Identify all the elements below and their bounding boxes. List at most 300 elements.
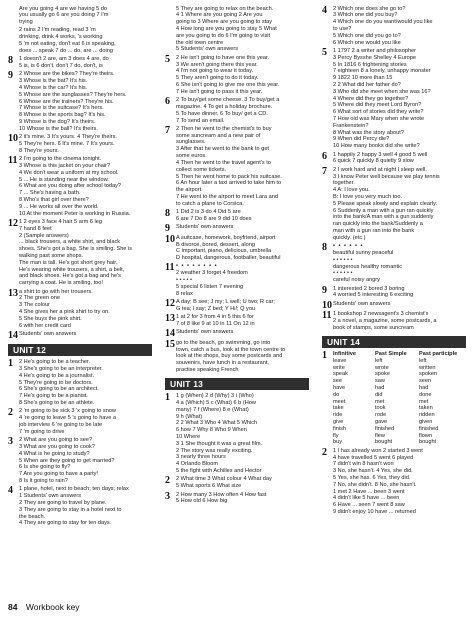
answer-lines xyxy=(176,235,309,262)
table-header-cell: Past Simple xyxy=(375,350,407,357)
answer-line: 5 They are going to relax on the beach. xyxy=(176,5,274,12)
answer-line: 5 When are they going to get married? xyxy=(19,457,115,464)
stress-marks: • • • • • • • • xyxy=(176,263,218,270)
table-cell: leave xyxy=(333,357,347,364)
answer-lines xyxy=(176,97,309,124)
answer-line: 5 They aren't going to do it today. xyxy=(176,75,259,82)
answer-line: 2 2 What 3 Who 4 What 5 Which xyxy=(176,420,258,427)
answer-line: Students' own answers xyxy=(176,224,234,231)
answer-line: 5 Please speak slowly and explain clearly. xyxy=(333,200,438,207)
exercise-block xyxy=(165,492,309,506)
answer-lines xyxy=(176,126,309,208)
answer-line: into the bank/A man with a gun suddenly xyxy=(333,214,434,221)
exercise-number: 2 xyxy=(8,407,13,419)
answer-line: shoes. She's got a bag. She is smiling. She is xyxy=(19,246,133,253)
table-cell: flown xyxy=(419,432,433,439)
answer-line: sunglasses. xyxy=(176,139,206,146)
answer-line: 2 How many 3 How often 4 How fast xyxy=(176,491,267,498)
answer-line: The man is tall. He's got short grey hair. xyxy=(19,259,118,266)
answer-line: 3 I know Peter well because we play tennis xyxy=(333,173,440,180)
answer-line: ... black trousers, a white shirt, and black xyxy=(19,239,121,246)
answer-lines xyxy=(19,486,152,527)
answer-line: 2 I'm going to the cinema tonight. xyxy=(19,156,102,163)
exercise-block xyxy=(322,167,466,242)
table-cell: meet xyxy=(333,398,346,405)
unit-header: UNIT 14 xyxy=(322,336,466,348)
answer-line: 7 ... She's having a bath. xyxy=(19,190,81,197)
answer-line: together. xyxy=(333,180,355,187)
answer-line: 10 At the moment Peter is working in Russia. xyxy=(19,210,131,217)
exercise-number: 2 xyxy=(322,446,327,458)
answer-line: 4 have travelled 5 went 6 played xyxy=(333,454,414,461)
answer-line: 1 plane, hotel, next to beach; ten days; relax xyxy=(19,486,129,493)
table-header-cell: Past participle xyxy=(419,350,458,357)
answer-line: dangerous healthy romantic xyxy=(333,263,403,270)
exercise-number: 13 xyxy=(8,287,18,299)
answer-line: 2 it's mine. 3 It's yours. 4 They're theirs. xyxy=(19,134,117,141)
exercise-block xyxy=(165,393,309,475)
exercise-block xyxy=(165,224,309,233)
table-cell: rode xyxy=(375,412,387,419)
table-cell: bought xyxy=(419,439,437,446)
exercise-number: 7 xyxy=(165,124,170,136)
answer-line: 1 2 eyes 3 face 4 hair 5 arm 6 leg xyxy=(19,218,103,225)
answer-line: 5 Where did they meet Lord Byron? xyxy=(333,102,422,109)
answer-line: 4 They are going to stay for ten days. xyxy=(19,520,112,527)
answer-line: you usually go 6 are you doing 7 I'm xyxy=(19,12,109,19)
answer-line: 2 What time 3 What colour 4 What day xyxy=(176,476,272,483)
answer-line: 8 Who's that girl over there? xyxy=(19,196,89,203)
answer-line: 4 1 Where are you going 2 Are you xyxy=(176,12,263,19)
exercise-block xyxy=(322,286,466,300)
answer-line: are you going to do 6 I'm going to visit xyxy=(176,32,271,39)
exercise-block xyxy=(165,314,309,328)
table-cell: buy xyxy=(333,439,343,446)
table-cell: do xyxy=(333,391,340,398)
answer-line: 3 She's going to be an interpreter. xyxy=(19,366,103,373)
answer-line: 5 They're hers. 6 It's mine. 7 It's yours. xyxy=(19,140,115,147)
answer-line: practise speaking French xyxy=(176,367,239,373)
answer-line: 6 What are you doing after school today? xyxy=(19,183,121,190)
answer-line: 2 He's going to be a teacher. xyxy=(19,359,91,366)
answer-lines xyxy=(19,56,152,70)
exercise-number: 15 xyxy=(165,338,175,350)
exercise-number: 5 xyxy=(165,53,170,65)
page-footer xyxy=(8,602,80,612)
answer-line: go to the beach, go swimming, go into xyxy=(176,339,271,346)
answer-line: 6 What sort of stories did they write? xyxy=(333,109,424,116)
exercise-number: 3 xyxy=(8,436,13,448)
answer-line: 1 Students' own answers xyxy=(19,493,82,500)
answer-line: 4 Where did they go together? xyxy=(333,95,409,102)
answer-line: 1 Did 2 is 3 do 4 Did 5 are xyxy=(176,209,241,216)
answer-line: 3 Who did she meet when she was 16? xyxy=(333,88,431,95)
answer-lines xyxy=(333,286,466,300)
answer-lines xyxy=(19,6,152,26)
answer-lines xyxy=(333,311,466,331)
answer-line: 2 Which one does she go to? xyxy=(333,5,406,12)
answer-line: 2 The green one xyxy=(19,295,60,302)
answer-line: going to 3 Where are you going to stay xyxy=(176,19,273,26)
answer-line: walking past some shops. xyxy=(19,252,84,259)
answer-lines xyxy=(19,71,152,132)
answer-line: 6 Suddenly a man with a gun ran quickly xyxy=(333,207,434,214)
answer-line: collect some tickets. xyxy=(176,166,227,173)
exercise-block xyxy=(322,351,466,446)
answer-line: Students' own answers xyxy=(176,329,234,336)
answer-line: 5 Whose are the sunglasses? They're hers. xyxy=(19,91,127,98)
answer-line: 7 Are you going to have a party! xyxy=(19,471,98,478)
answer-lines xyxy=(176,340,309,374)
exercise-number: 11 xyxy=(165,262,175,274)
answer-line: 7 didn't win 8 hasn't won xyxy=(333,461,394,468)
answer-line: G tea; I say; Z bed; Y Hi!; Q you xyxy=(176,305,256,312)
answer-line: 3 Percy Bysshe Shelley 4 Europe xyxy=(333,54,417,61)
answer-lines xyxy=(333,152,466,166)
answer-line: drinking, drink 4 works, 's working xyxy=(19,34,103,41)
answer-line: 5 special 6 listen 7 evening xyxy=(176,283,244,290)
exercise-number: 11 xyxy=(8,155,18,167)
table-cell: written xyxy=(419,364,436,371)
answer-line: 1 g (When) 2 d (Why) 3 i (Who) xyxy=(176,393,254,400)
answer-line: beautiful sunny peaceful xyxy=(333,249,394,256)
answer-line: 1 I has already won 2 started 3 went xyxy=(333,447,423,454)
answer-line: 10 How many books did she write? xyxy=(333,143,420,150)
table-cell: done xyxy=(419,391,432,398)
answer-line: 3 Whose is this jacket on your chair? xyxy=(19,162,111,169)
answer-line: 4 Which one do you want/would you like xyxy=(333,19,433,26)
answer-line: the beach. xyxy=(19,513,46,520)
answer-line: some euros. xyxy=(176,153,207,160)
answer-line: He's wearing white trousers, a shirt, a belt, xyxy=(19,266,125,273)
answer-line: 8 Is it going to rain? xyxy=(19,478,68,485)
answer-line: 1 1797 2 a writer and philosopher xyxy=(333,47,417,54)
answer-line: • • • • • • xyxy=(333,270,353,277)
answer-line: 1 bookshop 2 newsagent's 3 chemist's xyxy=(333,311,429,318)
answer-line: 3 They are going to stay in a hotel next to xyxy=(19,506,122,513)
answer-line: • • • • • • xyxy=(333,256,353,263)
answer-line: 3 The colour xyxy=(19,302,50,309)
answer-line: 3 nearly three hours xyxy=(176,454,226,461)
exercise-number: 3 xyxy=(165,490,170,502)
exercise-number xyxy=(8,27,19,54)
answer-line: 8 What was the story about? xyxy=(333,129,404,136)
unit-header: UNIT 12 xyxy=(8,344,152,356)
table-cell: seen xyxy=(419,378,432,385)
answer-line: and black shoes. He's got a bag and he's xyxy=(19,273,121,280)
exercise-block xyxy=(322,6,466,47)
exercise-block xyxy=(165,329,309,338)
exercise-block xyxy=(8,437,152,485)
answer-line: book of stamps, some suncream xyxy=(333,324,414,331)
exercise-number xyxy=(165,6,176,54)
answer-line: 7 To send an email. xyxy=(176,117,225,124)
answer-line: 5 In 1816 6 frightening stories xyxy=(333,61,407,68)
answer-line: 4 She gives her a pink shirt to try on. xyxy=(19,308,110,315)
answer-lines xyxy=(176,299,309,313)
answer-line: A day; B see; J my; L well; U two; R car; xyxy=(176,299,275,305)
table-cell: speak xyxy=(333,371,348,378)
answer-line: 1 met 2 Have ... been 3 went xyxy=(333,488,405,495)
answer-line: 4 Then he went to the travel agent's to xyxy=(176,159,271,166)
answer-lines xyxy=(19,289,152,330)
answer-line: 4 're going to leave 5 's going to have a xyxy=(19,415,116,422)
table-cell: give xyxy=(333,419,344,426)
answer-line: 9 Whose is the dog? It's theirs. xyxy=(19,119,96,125)
answer-line: 6 She's going to be an architect. xyxy=(19,386,99,393)
exercise-number: 12 xyxy=(165,298,175,309)
answer-line: 4 Orlando Bloom xyxy=(176,461,218,468)
table-cell: wrote xyxy=(375,364,389,371)
table-cell: ridden xyxy=(419,412,435,419)
exercise-number: 14 xyxy=(165,328,175,340)
answer-line: 10 Whose is the ball? It's theirs. xyxy=(19,125,98,132)
answer-line: 8 relax xyxy=(176,290,193,297)
table-cell: flew xyxy=(375,432,385,439)
answer-line: 9 When did Percy die? xyxy=(333,136,390,143)
answer-lines xyxy=(176,209,309,223)
answer-line: 5 Which one did you go to? xyxy=(333,32,401,39)
answer-line: 6 quick 7 quickly 8 quietly 9 slow xyxy=(333,158,414,165)
table-cell: have xyxy=(333,384,346,391)
exercise-block xyxy=(8,359,152,407)
table-cell: fly xyxy=(333,432,339,439)
answer-line: 6 Have ... seen 7 went 8 saw xyxy=(333,502,405,509)
exercise-number: 1 xyxy=(322,349,327,361)
answer-line: 1 happily 2 happy 3 well 4 good 5 well xyxy=(333,151,428,158)
exercise-number: 14 xyxy=(8,329,18,341)
exercise-number: 9 xyxy=(322,284,327,296)
answer-line: 4 a (Which) 5 c (What) 6 b (How xyxy=(176,399,256,406)
answer-line: 10 Where xyxy=(176,434,201,441)
exercise-number: 9 xyxy=(8,70,13,82)
answer-line: look at the shops, buy some postcards and xyxy=(176,353,283,360)
answer-lines xyxy=(176,329,309,338)
exercise-block xyxy=(8,408,152,435)
answer-line: 9 didn't enjoy 10 have ... returned xyxy=(333,509,416,516)
answer-line: 1 interested 2 bored 3 boring xyxy=(333,285,405,292)
answer-line: 7 eighteen 8 a lonely, unhappy monster xyxy=(333,68,431,75)
exercise-block xyxy=(322,448,466,516)
exercise-block xyxy=(8,56,152,70)
exercise-block xyxy=(165,126,309,208)
answer-line: 4 A: I love you. xyxy=(333,187,370,194)
exercise-block xyxy=(8,6,152,26)
answer-line: some suncream and a new pair of xyxy=(176,132,261,139)
exercise-number: 2 xyxy=(165,475,170,487)
answer-line: 2 (Sample answers) xyxy=(19,232,69,239)
answer-line: 6 are 7 Do 8 are 9 did 10 does xyxy=(176,215,252,222)
answer-line: Are you going 4 are we having 5 do xyxy=(19,5,108,12)
answer-line: 3 Which one did you buy? xyxy=(333,12,398,19)
exercise-block xyxy=(8,219,152,287)
answer-lines xyxy=(333,243,466,284)
exercise-block xyxy=(8,134,152,154)
exercise-number: 13 xyxy=(165,313,175,325)
answer-line: job interview 6 're going to be late xyxy=(19,422,103,429)
exercise-block xyxy=(165,55,309,96)
answer-line: 3 After that he went to the bank to get xyxy=(176,146,269,153)
answer-line: 2 Whose are the bikes? They're theirs. xyxy=(19,71,115,78)
table-cell: finished xyxy=(419,425,439,432)
answer-line: A suitcase, homework, boyfriend, airport xyxy=(176,234,276,241)
answer-line: 5 ... He is standing near the window. xyxy=(19,176,109,183)
exercise-block xyxy=(8,71,152,132)
answer-line: town, catch a bus, look at the town centre to xyxy=(176,346,286,353)
answer-lines xyxy=(176,55,309,96)
table-cell: spoke xyxy=(375,371,390,378)
answer-lines xyxy=(19,331,152,340)
exercise-number: 11 xyxy=(322,310,332,322)
exercise-block xyxy=(322,311,466,331)
exercise-number: 8 xyxy=(165,208,170,220)
answer-line: 4 What is he going to study? xyxy=(19,450,90,457)
answer-line: 4 He's going to be a journalist. xyxy=(19,372,95,379)
table-cell: met xyxy=(375,398,385,405)
table-cell: met xyxy=(419,398,429,405)
answer-line: Students' own answers xyxy=(333,300,391,307)
answer-line: 6 Which one would you like xyxy=(333,39,401,46)
answer-line: 3 What are you going to cook? xyxy=(19,443,95,450)
answer-line: 9 1822 10 more than 15 xyxy=(333,75,393,82)
answer-line: 8 They're yours. xyxy=(19,147,59,154)
exercise-number: 12 xyxy=(8,217,18,229)
answer-line: 3 We aren't going there this year. xyxy=(176,61,258,68)
table-cell: taken xyxy=(419,405,433,412)
answer-lines xyxy=(333,351,466,446)
table-cell: given xyxy=(419,419,433,426)
table-cell: gave xyxy=(375,419,388,426)
answer-line: 5 To have dinner. 6 To buy/ get a CD. xyxy=(176,110,268,117)
answer-lines xyxy=(176,263,309,297)
answer-line: 7 Whose is the suitcase? It's hers. xyxy=(19,105,104,112)
table-cell: see xyxy=(333,378,343,385)
answer-line: the old town centre xyxy=(176,39,224,46)
answer-line: 2 The story was really exciting. xyxy=(176,447,253,454)
table-cell: ride xyxy=(333,412,343,419)
exercise-block xyxy=(322,243,466,284)
exercise-number: 8 xyxy=(322,242,327,254)
answer-line: 6 how 7 Why 8 Who 9 When xyxy=(176,427,247,434)
answer-lines xyxy=(19,437,152,485)
answer-line: 7 He isn't going to pass it this year. xyxy=(176,88,263,95)
exercise-block xyxy=(165,6,309,54)
exercise-block xyxy=(165,263,309,297)
exercise-number: 10 xyxy=(322,299,332,311)
answer-line: 5 is, is 6 don't, don't 7 do, don't, is xyxy=(19,63,103,69)
verb-table xyxy=(333,351,466,446)
answer-line: 1 doesn't 2 are, am 3 does 4 are, do xyxy=(19,56,109,63)
answer-lines xyxy=(176,393,309,475)
answer-line: ran quickly into the bank/Suddenly a xyxy=(333,221,423,228)
answer-lines xyxy=(333,48,466,150)
answer-line: 6 She isn't going to give me one this year. xyxy=(176,81,280,88)
table-cell: left xyxy=(419,357,427,364)
table-cell: left xyxy=(375,357,383,364)
exercise-number: 6 xyxy=(322,150,327,162)
answer-line: 2 rains 2 I'm reading, read 3 'm xyxy=(19,27,96,34)
exercise-block xyxy=(165,476,309,490)
answer-line: 7 How old was Mary when she wrote xyxy=(333,116,425,122)
exercise-block xyxy=(322,48,466,150)
answer-lines xyxy=(333,448,466,516)
answer-line: 2 Then he went to the chemist's to buy xyxy=(176,125,272,132)
answer-line: D hospital, dangerous, footballer, beautiful xyxy=(176,255,281,262)
answer-line: 5 How old 6 How big xyxy=(176,498,228,505)
answer-lines xyxy=(19,408,152,435)
table-cell: write xyxy=(333,364,345,371)
answer-lines xyxy=(176,6,309,54)
stress-marks: • • • • • • xyxy=(333,243,364,250)
answer-lines xyxy=(333,6,466,47)
answer-line: 5 the fight with Achilles and Hector xyxy=(176,468,262,475)
answer-line: 9 h (What) xyxy=(176,413,203,420)
answer-column-3 xyxy=(322,4,466,516)
answer-column-2 xyxy=(165,4,309,505)
answer-line: 2 weather 3 forget 4 freedom xyxy=(176,270,248,277)
exercise-block xyxy=(8,486,152,527)
answer-line: 7 of 8 like 9 at 10 in 11 On 12 in xyxy=(176,320,255,327)
answer-line: • • • • • xyxy=(176,277,193,284)
exercise-block xyxy=(165,299,309,313)
answer-line: souvenirs, have lunch in a restaurant, xyxy=(176,360,269,367)
answer-line: man with a gun ran into the bank xyxy=(333,228,415,234)
exercise-block xyxy=(8,289,152,330)
answer-line: 3 No, she hasn't. 4 Yes, she did. xyxy=(333,468,413,475)
answer-line: 6 An hour later a taxi arrived to take him to xyxy=(176,180,282,187)
answer-line: 9 ... He works all over the world. xyxy=(19,203,99,210)
answer-line: 7 hand 8 feet xyxy=(19,225,52,232)
answer-line: trying xyxy=(19,19,33,26)
answer-line: 7 'm going to drive xyxy=(19,428,65,435)
answer-line: 5 Then he went home to pack his suitcase. xyxy=(176,173,282,180)
table-cell: finished xyxy=(375,425,395,432)
table-cell: did xyxy=(375,391,383,398)
answer-line: carrying a coat. He is smiling, too! xyxy=(19,280,103,287)
answer-line: 4 We don't wear a uniform at my school. xyxy=(19,169,119,176)
exercise-number: 1 xyxy=(165,392,170,404)
footer-title: Workbook key xyxy=(25,602,80,612)
table-cell: spoken xyxy=(419,371,438,378)
answer-line: 5 She buys the pink shirt. xyxy=(19,315,82,322)
exercise-block xyxy=(322,301,466,310)
answer-lines xyxy=(333,167,466,242)
answer-line: 2 What are you going to see? xyxy=(19,437,93,444)
answer-line: 2 'm going to be sick 3 'x going to snow xyxy=(19,408,116,415)
table-cell: took xyxy=(375,405,386,412)
answer-line: a shirt to go with her trousers. xyxy=(19,288,93,295)
exercise-number: 5 xyxy=(322,46,327,58)
exercise-number: 10 xyxy=(165,233,175,245)
answer-line: 5 Students' own answers xyxy=(176,46,239,53)
answer-line: 5 What sports 6 What size xyxy=(176,483,242,490)
answer-line: 7 No, she didn't. 8 No, she hasn't. xyxy=(333,481,417,488)
answer-line: 6 Whose are the trainers? They're his. xyxy=(19,98,114,105)
table-cell: take xyxy=(333,405,344,412)
answer-line: 2 2 What did her father do? xyxy=(333,81,401,88)
answer-line: 7 He's going to be a pianist. xyxy=(19,393,88,400)
exercise-block xyxy=(8,27,152,54)
answer-line: 2 He isn't going to have one this year. xyxy=(176,54,270,61)
exercise-number: 6 xyxy=(165,96,170,108)
answer-line: 4 Whose is the car? It's his. xyxy=(19,84,88,91)
answer-line: to use? xyxy=(333,25,352,32)
table-header-cell: Infinitive xyxy=(333,350,356,357)
answer-line: 8 She's going to be an athlete. xyxy=(19,400,95,407)
answer-line: C important, piano, delicious, umbrella xyxy=(176,248,272,255)
answer-line: 2 I work hard and at night I sleep well. xyxy=(333,166,427,173)
answer-line: 4 I'm not going to wear it today. xyxy=(176,68,254,75)
